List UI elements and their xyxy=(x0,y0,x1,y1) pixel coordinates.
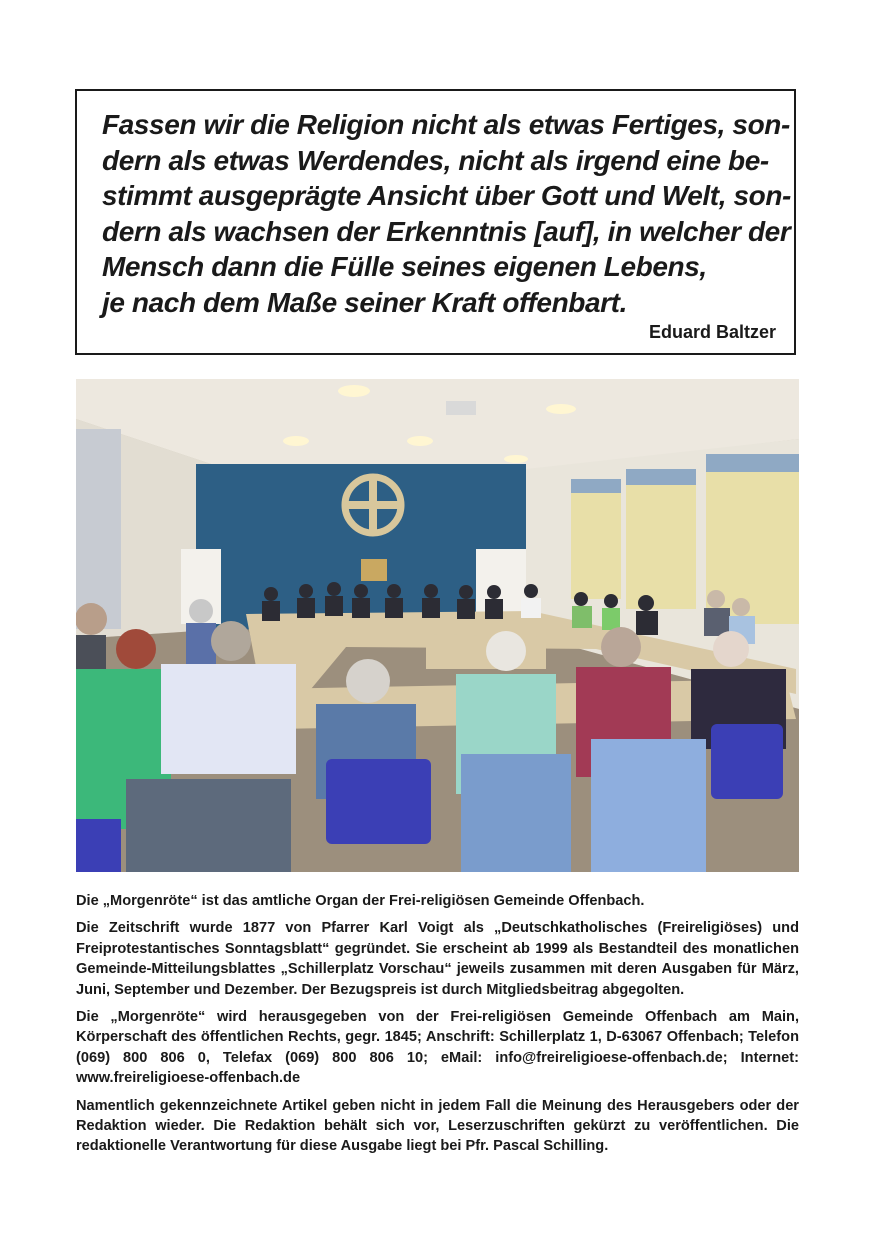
chair xyxy=(76,819,121,872)
lectern-plaque xyxy=(361,559,387,581)
meeting-room-illustration xyxy=(76,379,799,872)
chair-with-jacket xyxy=(126,779,291,872)
chair-with-jacket xyxy=(591,739,706,872)
quote-line: Mensch dann die Fülle seines eigenen Lebens, xyxy=(102,251,707,282)
ceiling-light xyxy=(283,436,309,446)
quote-box xyxy=(75,89,796,355)
quote-text xyxy=(102,107,792,320)
wall-panel xyxy=(571,479,621,599)
wall-panel-header xyxy=(626,469,696,485)
imprint-paragraph: Die Zeitschrift wurde 1877 von Pfarrer Karl Voigt als „Deutschkatholisches (Freireligiöses) und Freiprotestantisches Sonntagsblatt“ gegründet. Sie erscheint ab 1999 als Bestandteil des monatlichen Gemeinde-Mitteilungsblattes „Schillerplatz Vorschau“ jeweils zusammen mit deren Ausgaben für März, Juni, September und Dezember. Der Bezugspreis ist durch Mitgliedsbeitrag abgegolten. xyxy=(76,920,799,998)
quote-line: dern als wachsen der Erkenntnis [auf], in welcher der xyxy=(102,215,791,247)
quote-line: je nach dem Maße seiner Kraft offenbart. xyxy=(102,286,627,318)
chair xyxy=(711,724,783,799)
imprint-text xyxy=(76,891,799,1164)
wall-panel-header xyxy=(706,454,799,472)
ceiling-light xyxy=(546,404,576,414)
imprint-paragraph: Die „Morgenröte“ ist das amtliche Organ der Frei-religiösen Gemeinde Offenbach. xyxy=(76,893,645,909)
left-wall-poster xyxy=(76,429,121,629)
quote-line: Fassen wir die Religion nicht als etwas Fertiges, son- xyxy=(102,109,790,140)
imprint-paragraph: Die „Morgenröte“ wird herausgegeben von der Frei-religiösen Gemeinde Offenbach am Main, Körperschaft des öffentlichen Rechts, gegr. 1845; Anschrift: Schillerplatz 1, D-63067 Offenbach; Telefon (069) 800 806 0, Telefax (069) 800 806 10; eMail: info@freireligioese-offenbach.de; Internet: www.freireligioese-offenbach.de xyxy=(76,1009,799,1087)
wall-panel-header xyxy=(571,479,621,493)
imprint-paragraph: Namentlich gekennzeichnete Artikel geben nicht in jedem Fall die Meinung des Herausgebers oder der Redaktion wieder. Die Redaktion behält sich vor, Leserzuschriften gekürzt zu veröffentlichen. Die redaktionelle Verantwortung für diese Ausgabe liegt bei Pfr. Pascal Schilling. xyxy=(76,1097,799,1155)
chair-with-jacket xyxy=(461,754,571,872)
meeting-photo xyxy=(76,379,799,872)
center-table xyxy=(426,634,546,669)
chair xyxy=(326,759,431,844)
ceiling-light xyxy=(338,385,370,397)
projector xyxy=(446,401,476,415)
ceiling-light xyxy=(407,436,433,446)
cross-horizontal xyxy=(343,501,403,509)
wall-panel xyxy=(626,469,696,609)
quote-author: Eduard Baltzer xyxy=(648,322,776,342)
quote-line: dern als etwas Werdendes, nicht als irgend eine be- xyxy=(102,144,769,176)
quote-line: stimmt ausgeprägte Ansicht über Gott und Welt, son- xyxy=(102,180,791,211)
ceiling-light xyxy=(504,455,528,463)
